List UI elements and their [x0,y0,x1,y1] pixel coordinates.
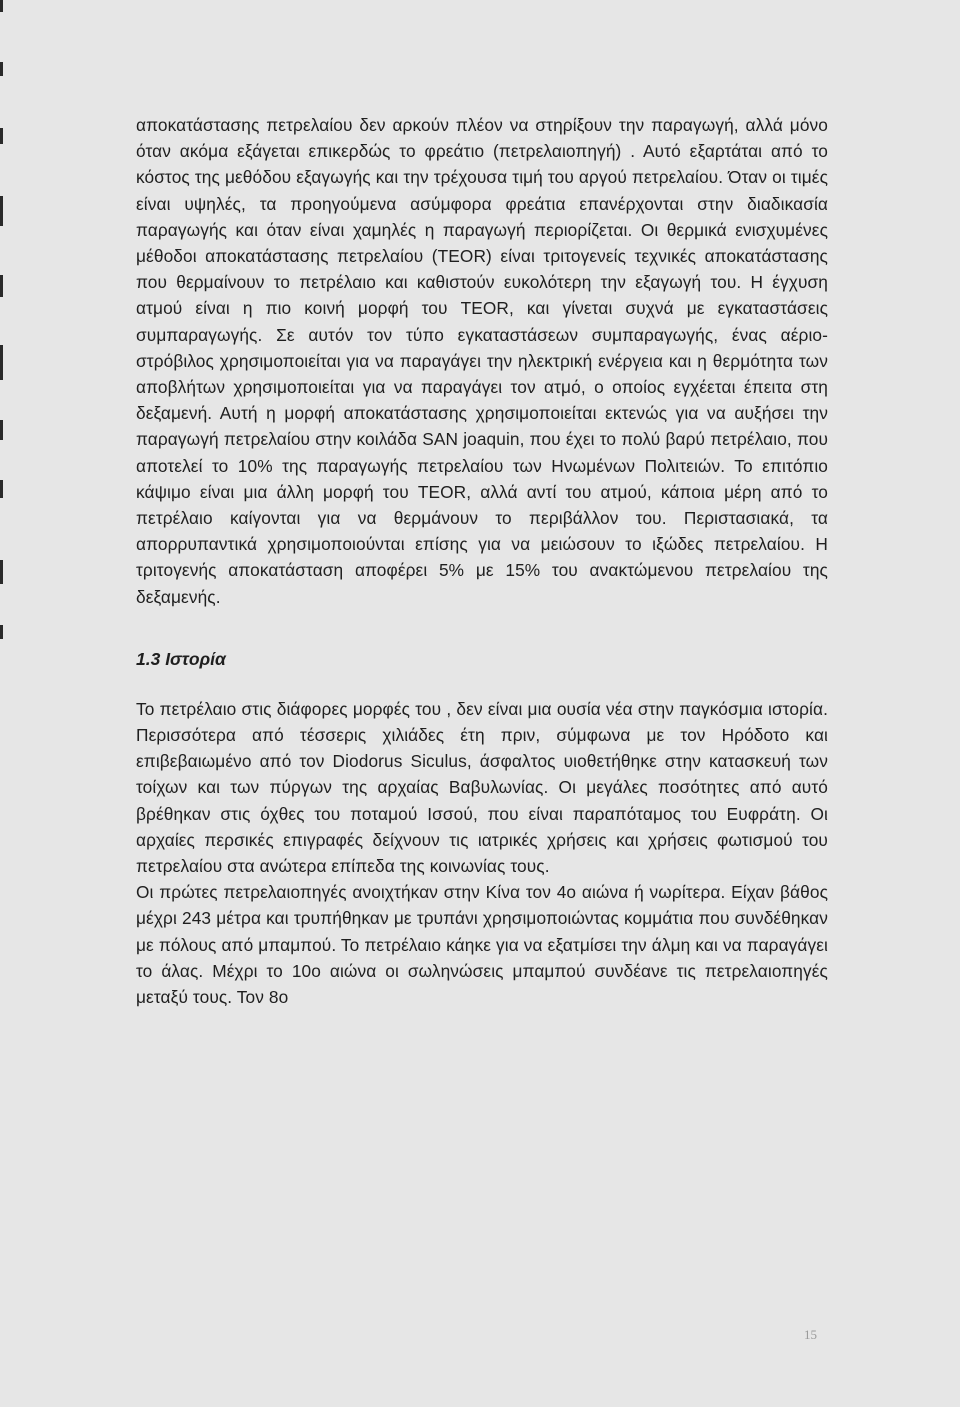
body-paragraph: Το πετρέλαιο στις διάφορες μορφές του , δεν είναι μια ουσία νέα στην παγκόσμια ιστορία. Περισσότερα από τέσσερις χιλιάδες έτη πριν, σύμφωνα με τον Ηρόδοτο και επιβεβαιωμένο από τον Diodorus Siculus, άσφαλτος υιοθετήθηκε στην κατασκευή των τοίχων και των πύργων της αρχαίας Βαβυλωνίας. Οι μεγάλες ποσότητες από αυτό βρέθηκαν στις όχθες του ποταμού Ισσού, που είναι παραπόταμος του Ευφράτη. Οι αρχαίες περσικές επιγραφές δείχνουν τις ιατρικές χρήσεις και χρήσεις φωτισμού του πετρελαίου στα ανώτερα επίπεδα της κοινωνίας τους. [136,698,828,877]
section-heading: 1.3 Ιστορία [136,648,226,669]
scan-edge-marks [0,0,10,1407]
page-number: 15 [804,1327,817,1342]
body-paragraph: Οι πρώτες πετρελαιοπηγές ανοιχτήκαν στην Κίνα τον 4ο αιώνα ή νωρίτερα. Είχαν βάθος μέχρι 243 μέτρα και τρυπήθηκαν με τρυπάνι χρησιμοποιώντας κομμάτια που συνδέθηκαν με πόλους από μπαμπού. Το πετρέλαιο κάηκε για να εξατμίσει την άλμη και να παραγάγει το άλας. Μέχρι το 10ο αιώνα οι σωληνώσεις μπαμπού συνδέανε τις πετρελαιοπηγές μεταξύ τους. Τον 8ο [136,882,828,1008]
page-content [136,112,828,1010]
body-paragraph: αποκατάστασης πετρελαίου δεν αρκούν πλέον να στηρίξουν την παραγωγή, αλλά μόνο όταν ακόμα εξάγεται επικερδώς το φρεάτιο (πετρελαιοπηγή) . Αυτό εξαρτάται από το κόστος της μεθόδου εξαγωγής και την τρέχουσα τιμή του αργού πετρελαίου. Όταν οι τιμές είναι υψηλές, τα προηγούμενα ασύμφορα φρεάτια επανέρχονται στην διαδικασία παραγωγής και όταν είναι χαμηλές η παραγωγή περιορίζεται. Οι θερμικά ενισχυμένες μέθοδοι αποκατάστασης πετρελαίου (TEOR) είναι τριτογενείς τεχνικές αποκατάστασης που θερμαίνουν το πετρέλαιο και καθιστούν ευκολότερη την εξαγωγή του. Η έγχυση ατμού είναι η πιο κοινή μορφή του TEOR, και γίνεται συχνά με εγκαταστάσεις συμπαραγωγής. Σε αυτόν τον τύπο εγκαταστάσεων συμπαραγωγής, ένας αέριο-στρόβιλος χρησιμοποιείται για να παραγάγει την ηλεκτρική ενέργεια και η θερμότητα των αποβλήτων χρησιμοποιείται για να παραγάγει τον ατμό, ο οποίος εγχέεται έπειτα στη δεξαμενή. Αυτή η μορφή αποκατάστασης χρησιμοποιείται εκτενώς για να αυξήσει την παραγωγή πετρελαίου στην κοιλάδα SAN joaquin, που έχει το πολύ βαρύ πετρέλαιο, που αποτελεί το 10% της παραγωγής πετρελαίου των Ηνωμένων Πολιτειών. Το επιτόπιο κάψιμο είναι μια άλλη μορφή του TEOR, αλλά αντί του ατμού, κάποια μέρη από το πετρέλαιο καίγονται για να θερμάνουν το περιβάλλον του. Περιστασιακά, τα απορρυπαντικά χρησιμοποιούνται επίσης για να μειώσουν το ιξώδες πετρελαίου. Η τριτογενής αποκατάσταση αποφέρει 5% με 15% του ανακτώμενου πετρελαίου της δεξαμενής. [136,115,828,607]
